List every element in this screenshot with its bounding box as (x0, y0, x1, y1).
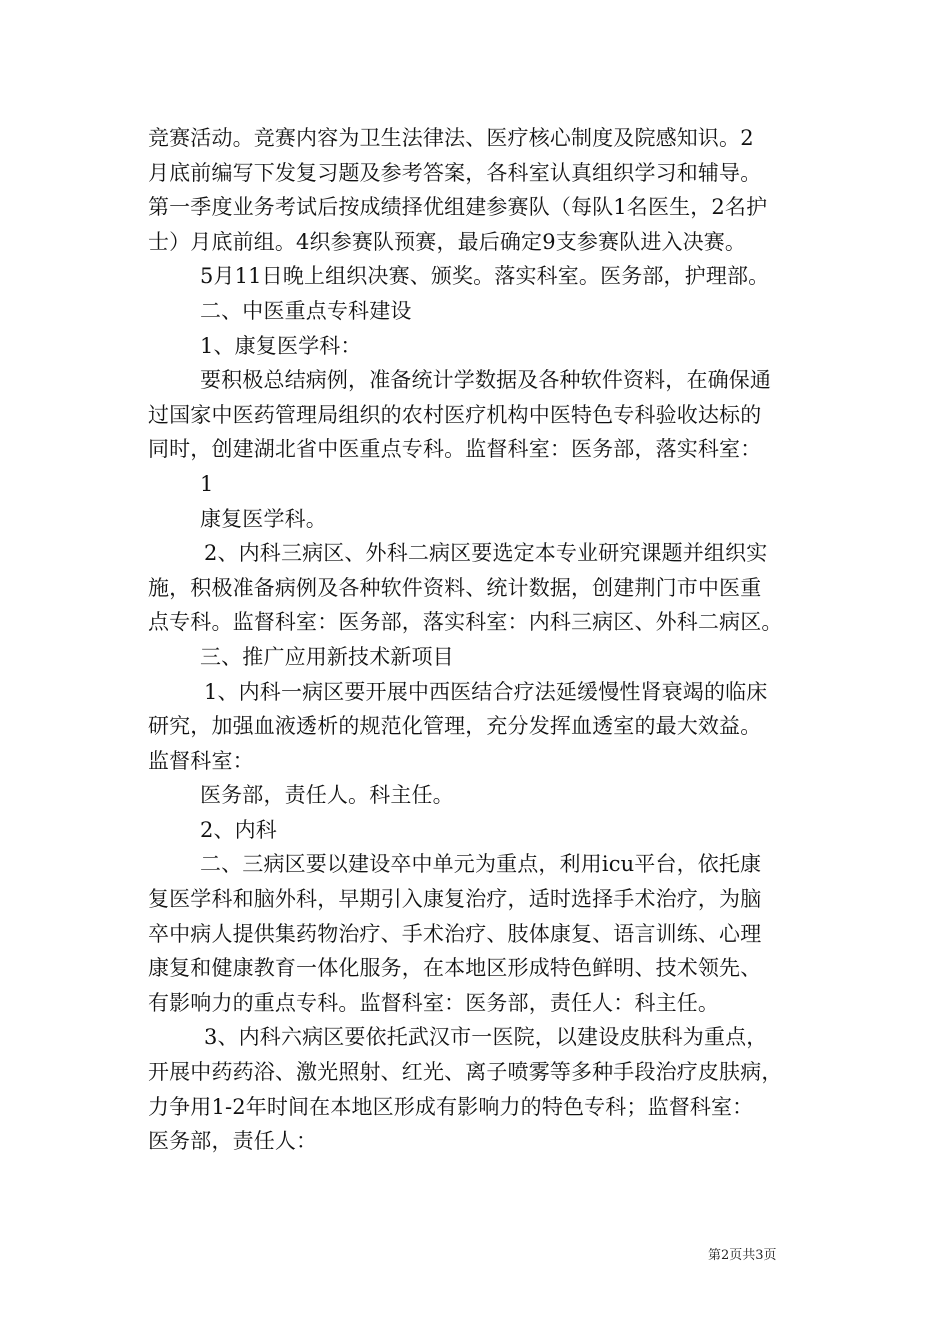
text-line: 研究，加强血液透析的规范化管理，充分发挥血透室的最大效益。 (148, 714, 762, 739)
text-line: 要积极总结病例，准备统计学数据及各种软件资料，在确保通 (200, 368, 772, 393)
text-line: 士）月底前组。4织参赛队预赛，最后确定9支参赛队进入决赛。 (148, 229, 747, 254)
section-heading: 二、中医重点专科建设 (200, 298, 412, 323)
text-line: 1、内科一病区要开展中西医结合疗法延缓慢性肾衰竭的临床 (204, 679, 768, 704)
text-line: 卒中病人提供集药物治疗、手术治疗、肢体康复、语言训练、心理 (148, 921, 762, 946)
text-line: 康复和健康教育一体化服务，在本地区形成特色鲜明、技术领先、 (148, 956, 762, 981)
text-line: 有影响力的重点专科。监督科室：医务部，责任人：科主任。 (148, 990, 720, 1015)
text-line: 医务部，责任人： (148, 1129, 318, 1154)
text-line: 医务部，责任人。科主任。 (200, 783, 454, 808)
subsection-heading: 1、康复医学科： (200, 333, 362, 358)
document-body (148, 121, 810, 1159)
text-line: 3、内科六病区要依托武汉市一医院，以建设皮肤科为重点， (204, 1025, 768, 1050)
text-line: 监督科室： (148, 748, 254, 773)
text-line: 2、内科三病区、外科二病区要选定本专业研究课题并组织实 (204, 541, 768, 566)
text-line: 过国家中医药管理局组织的农村医疗机构中医特色专科验收达标的 (148, 402, 762, 427)
text-line: 康复医学科。 (200, 506, 327, 531)
text-line: 点专科。监督科室：医务部，落实科室：内科三病区、外科二病区。 (148, 610, 783, 635)
text-line: 第一季度业务考试后按成绩择优组建参赛队（每队1名医生，2名护 (148, 195, 768, 220)
text-line: 月底前编写下发复习题及参考答案，各科室认真组织学习和辅导。 (148, 160, 762, 185)
page-number: 第2页共3页 (708, 1248, 777, 1263)
text-line: 开展中药药浴、激光照射、红光、离子喷雾等多种手段治疗皮肤病， (148, 1060, 783, 1085)
text-line: 复医学科和脑外科，早期引入康复治疗，适时选择手术治疗，为脑 (148, 887, 762, 912)
text-line: 施，积极准备病例及各种软件资料、统计数据，创建荆门市中医重 (148, 575, 762, 600)
text-line: 竞赛活动。竞赛内容为卫生法律法、医疗核心制度及院感知识。2 (148, 126, 754, 150)
section-heading: 三、推广应用新技术新项目 (200, 644, 454, 669)
text-line: 力争用1-2年时间在本地区形成有影响力的特色专科；监督科室： (148, 1094, 754, 1119)
text-line: 5月11日晚上组织决赛、颁奖。落实科室。医务部，护理部。 (200, 264, 770, 289)
text-line: 1 (200, 471, 214, 496)
text-line: 二、三病区要以建设卒中单元为重点，利用icu平台，依托康 (200, 852, 762, 877)
text-line: 2、内科 (200, 817, 277, 842)
text-line: 同时，创建湖北省中医重点专科。监督科室：医务部，落实科室： (148, 437, 762, 462)
